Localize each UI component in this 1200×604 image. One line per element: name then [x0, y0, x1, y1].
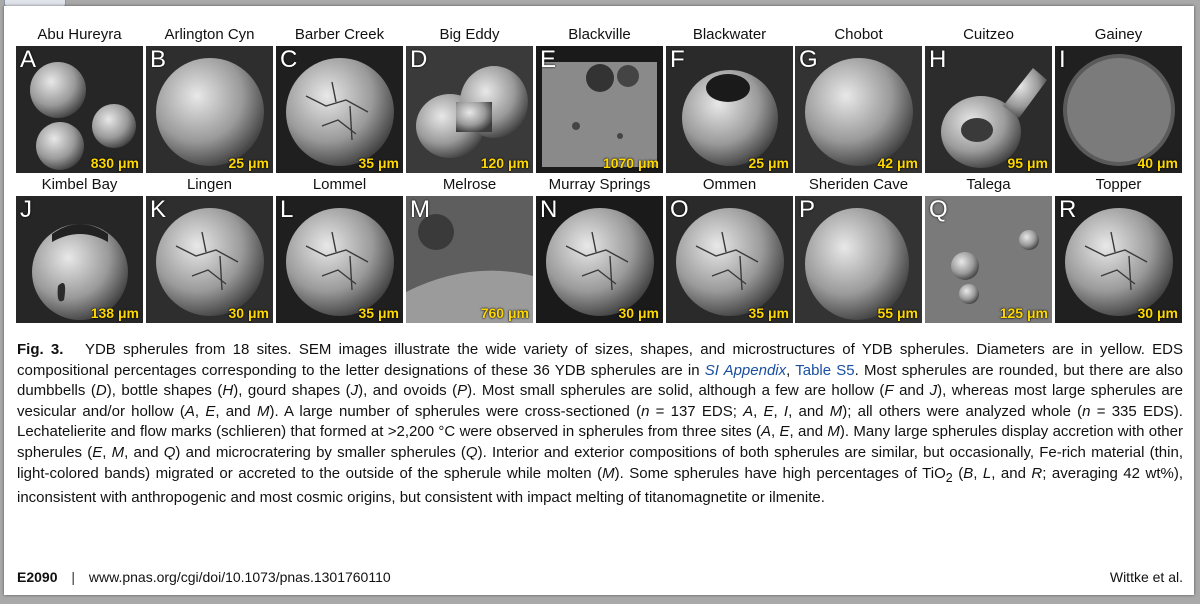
- panel-diameter: 30 μm: [618, 305, 659, 321]
- caption-italic: M: [827, 423, 840, 441]
- caption-italic: Q: [465, 443, 478, 461]
- sem-micrograph: [666, 46, 793, 173]
- panel-diameter: 25 μm: [748, 155, 789, 171]
- spherule-image: [286, 208, 394, 316]
- caption-italic: M: [829, 402, 843, 420]
- panel-site-name: Arlington Cyn: [164, 26, 255, 43]
- caption-subscript: 2: [945, 470, 953, 485]
- caption-italic: P: [457, 382, 468, 400]
- panel-sem-image: [1055, 196, 1182, 323]
- spherule-image: [805, 208, 909, 320]
- panel-sem-image: [276, 46, 403, 173]
- page-number: E2090: [17, 569, 58, 585]
- caption-italic: E: [205, 402, 216, 420]
- panel-letter: P: [799, 196, 816, 223]
- spherule-image: [286, 58, 394, 166]
- caption-text: ). Many large spherules display accretion with other spherules (: [17, 423, 1183, 461]
- figure-panel-m: [406, 174, 533, 324]
- panel-site-name: Kimbel Bay: [41, 176, 118, 193]
- figure-panel-n: [536, 174, 663, 324]
- caption-italic: Q: [163, 443, 176, 461]
- panel-diameter: 125 μm: [999, 305, 1048, 321]
- panel-sem-image: [925, 46, 1052, 173]
- panel-letter: G: [799, 46, 818, 73]
- panel-sem-image: [795, 46, 922, 173]
- panel-diameter: 35 μm: [358, 155, 399, 171]
- sem-micrograph: [1055, 46, 1182, 173]
- caption-text: ,: [973, 464, 983, 482]
- panel-site-name: Blackwater: [692, 26, 767, 43]
- panel-letter: N: [540, 196, 558, 223]
- caption-text: ,: [786, 361, 796, 379]
- panel-site-name: Topper: [1095, 176, 1142, 193]
- panel-diameter: 95 μm: [1007, 155, 1048, 171]
- panel-sem-image: [406, 196, 533, 323]
- caption-italic: J: [929, 382, 938, 400]
- caption-text: ,: [102, 443, 112, 461]
- caption-text: (: [952, 464, 964, 482]
- panel-letter: J: [20, 196, 32, 223]
- panel-site-name: Big Eddy: [439, 26, 500, 43]
- panel-sem-image: [795, 196, 922, 323]
- panel-site-name: Talega: [966, 176, 1011, 193]
- figure-panel-l: [276, 174, 403, 324]
- panel-letter: B: [150, 46, 167, 73]
- panel-letter: O: [670, 196, 689, 223]
- figure-panel-g: [795, 24, 922, 174]
- figure-panel-q: [925, 174, 1052, 324]
- caption-italic: D: [95, 382, 107, 400]
- caption-italic: A: [184, 402, 195, 420]
- figure-3: [16, 18, 1182, 330]
- figure-panel-i: [1055, 24, 1182, 174]
- panel-sem-image: [406, 46, 533, 173]
- panel-site-name: Cuitzeo: [963, 26, 1014, 43]
- caption-text: YDB spherules from 18 sites. SEM images illustrate the wide variety of sizes, shapes, and microstructures of YDB spherules. Diameters are in yellow. EDS compositional percentages corresponding to the letter designations of these 36 YDB spherules are in: [17, 341, 1184, 379]
- figure-panel-j: [16, 174, 143, 324]
- doi-link[interactable]: www.pnas.org/cgi/doi/10.1073/pnas.1301760110: [88, 569, 391, 585]
- spherule-image: [805, 58, 913, 166]
- panel-letter: D: [410, 46, 428, 73]
- caption-text: ); all others were analyzed whole (: [842, 402, 1083, 420]
- footer-authors: Wittke et al.: [1109, 569, 1183, 585]
- figure-panel-f: [666, 24, 793, 174]
- panel-letter: H: [929, 46, 947, 73]
- caption-text: = 137 EDS;: [649, 402, 744, 420]
- panel-site-name: Melrose: [442, 176, 497, 193]
- panel-sem-image: [666, 46, 793, 173]
- caption-text: ,: [770, 423, 780, 441]
- panel-sem-image: [666, 196, 793, 323]
- caption-text: ) and microcratering by smaller spherules (: [175, 443, 466, 461]
- sem-micrograph: [276, 196, 403, 323]
- si-appendix-link[interactable]: SI Appendix: [704, 361, 787, 379]
- caption-figure-label: Fig. 3.: [17, 341, 64, 358]
- caption-italic: J: [350, 382, 359, 400]
- panel-letter: I: [1059, 46, 1066, 73]
- caption-text: . Most spherules are rounded, but there are also dumbbells (: [17, 361, 1183, 400]
- panel-diameter: 120 μm: [480, 155, 529, 171]
- figure-row-1: [16, 24, 1182, 174]
- panel-letter: E: [540, 46, 557, 73]
- panel-sem-image: [16, 46, 143, 173]
- caption-text: ,: [194, 402, 206, 420]
- caption-italic: n: [1082, 402, 1091, 420]
- panel-sem-image: [925, 196, 1052, 323]
- caption-text: , and: [215, 402, 257, 420]
- panel-sem-image: [536, 46, 663, 173]
- figure-panel-h: [925, 24, 1052, 174]
- spherule-image: [1063, 54, 1175, 166]
- panel-sem-image: [146, 46, 273, 173]
- panel-site-name: Barber Creek: [294, 26, 385, 43]
- caption-italic: A: [743, 402, 754, 420]
- caption-text: , and: [991, 464, 1032, 482]
- panel-diameter: 35 μm: [358, 305, 399, 321]
- panel-diameter: 35 μm: [748, 305, 789, 321]
- page-footer: [17, 567, 1183, 587]
- caption-text: ). A large number of spherules were cross-sectioned (: [269, 402, 642, 420]
- caption-text: and: [893, 382, 930, 400]
- panel-diameter: 30 μm: [1137, 305, 1178, 321]
- caption-italic: F: [884, 382, 894, 400]
- panel-diameter: 30 μm: [228, 305, 269, 321]
- panel-diameter: 138 μm: [90, 305, 139, 321]
- panel-letter: L: [280, 196, 294, 223]
- figure-panel-p: [795, 174, 922, 324]
- caption-italic: M: [111, 443, 125, 461]
- document-page: [4, 6, 1194, 595]
- spherule-image: [156, 208, 264, 316]
- panel-letter: R: [1059, 196, 1077, 223]
- caption-text: ,: [753, 402, 764, 420]
- panel-site-name: Abu Hureyra: [37, 26, 122, 43]
- panel-sem-image: [1055, 46, 1182, 173]
- caption-text: = 335 EDS). Lechatelierite and flow marks (schlieren) that formed at >2,200 °C were observed in spherules from three sites (: [17, 402, 1183, 441]
- caption-text: ). Some spherules have high percentages of TiO: [614, 464, 946, 482]
- panel-sem-image: [146, 196, 273, 323]
- caption-italic: R: [1031, 464, 1043, 482]
- figure-panel-k: [146, 174, 273, 324]
- spherule-image: [546, 208, 654, 316]
- panel-site-name: Blackville: [568, 26, 631, 43]
- panel-letter: Q: [929, 196, 948, 223]
- panel-diameter: 40 μm: [1137, 155, 1178, 171]
- caption-italic: E: [779, 423, 790, 441]
- caption-text: , and: [789, 423, 828, 441]
- panel-diameter: 1070 μm: [602, 155, 659, 171]
- panel-sem-image: [16, 196, 143, 323]
- spherule-image: [676, 208, 784, 316]
- spherule-image: [542, 62, 657, 167]
- panel-diameter: 760 μm: [480, 305, 529, 321]
- panel-letter: C: [280, 46, 298, 73]
- sem-micrograph: [16, 196, 143, 323]
- caption-italic: M: [602, 464, 615, 482]
- figure-row-2: [16, 174, 1182, 324]
- caption-italic: M: [256, 402, 270, 420]
- panel-letter: K: [150, 196, 167, 223]
- caption-text: ). Most small spherules are solid, although a few are hollow (: [467, 382, 885, 400]
- caption-text: ,: [773, 402, 784, 420]
- panel-diameter: 830 μm: [90, 155, 139, 171]
- figure-panel-b: [146, 24, 273, 174]
- panel-site-name: Gainey: [1094, 26, 1143, 43]
- panel-diameter: 25 μm: [228, 155, 269, 171]
- spherule-image: [156, 58, 264, 166]
- panel-diameter: 55 μm: [877, 305, 918, 321]
- caption-text: ), whereas most large spherules are vesicular and/or hollow (: [17, 382, 1184, 420]
- figure-panel-r: [1055, 174, 1182, 324]
- caption-text: ). Interior and exterior compositions of both spherules are similar, but occasionally, Fe-rich material (thin, light-colored bands) migrated or accreted to the outside of the spherule while molten (: [17, 443, 1183, 482]
- caption-italic: I: [783, 402, 789, 420]
- panel-letter: F: [670, 46, 685, 73]
- panel-site-name: Ommen: [702, 176, 757, 193]
- caption-italic: H: [222, 382, 234, 400]
- panel-letter: A: [20, 46, 37, 73]
- caption-text: ), bottle shapes (: [106, 382, 223, 400]
- spherule-image: [1065, 208, 1173, 316]
- panel-sem-image: [276, 196, 403, 323]
- caption-text: ; averaging 42 wt%), inconsistent with anthropogenic and most cosmic origins, but consistent with impact melting of titanomagnetite or ilmenite.: [17, 464, 1183, 507]
- caption-text: ), and ovoids (: [358, 382, 458, 400]
- table-s5-link[interactable]: Table S5: [795, 361, 855, 379]
- caption-italic: n: [641, 402, 650, 420]
- panel-site-name: Chobot: [834, 26, 883, 43]
- caption-text: , and: [788, 402, 830, 420]
- caption-italic: L: [982, 464, 992, 482]
- caption-italic: E: [92, 443, 103, 461]
- caption-italic: A: [760, 423, 771, 441]
- panel-sem-image: [536, 196, 663, 323]
- footer-separator: |: [71, 569, 76, 585]
- caption-text: , and: [124, 443, 164, 461]
- figure-panel-d: [406, 24, 533, 174]
- spherule-image: [682, 70, 778, 166]
- caption-italic: B: [963, 464, 974, 482]
- figure-caption: [17, 340, 1183, 509]
- figure-panel-a: [16, 24, 143, 174]
- panel-site-name: Lingen: [186, 176, 233, 193]
- panel-site-name: Lommel: [312, 176, 367, 193]
- caption-italic: E: [763, 402, 774, 420]
- panel-diameter: 42 μm: [877, 155, 918, 171]
- panel-site-name: Murray Springs: [548, 176, 651, 193]
- caption-text: ), gourd shapes (: [233, 382, 351, 400]
- figure-panel-o: [666, 174, 793, 324]
- panel-site-name: Sheriden Cave: [808, 176, 909, 193]
- figure-panel-c: [276, 24, 403, 174]
- figure-panel-e: [536, 24, 663, 174]
- panel-letter: M: [410, 196, 430, 223]
